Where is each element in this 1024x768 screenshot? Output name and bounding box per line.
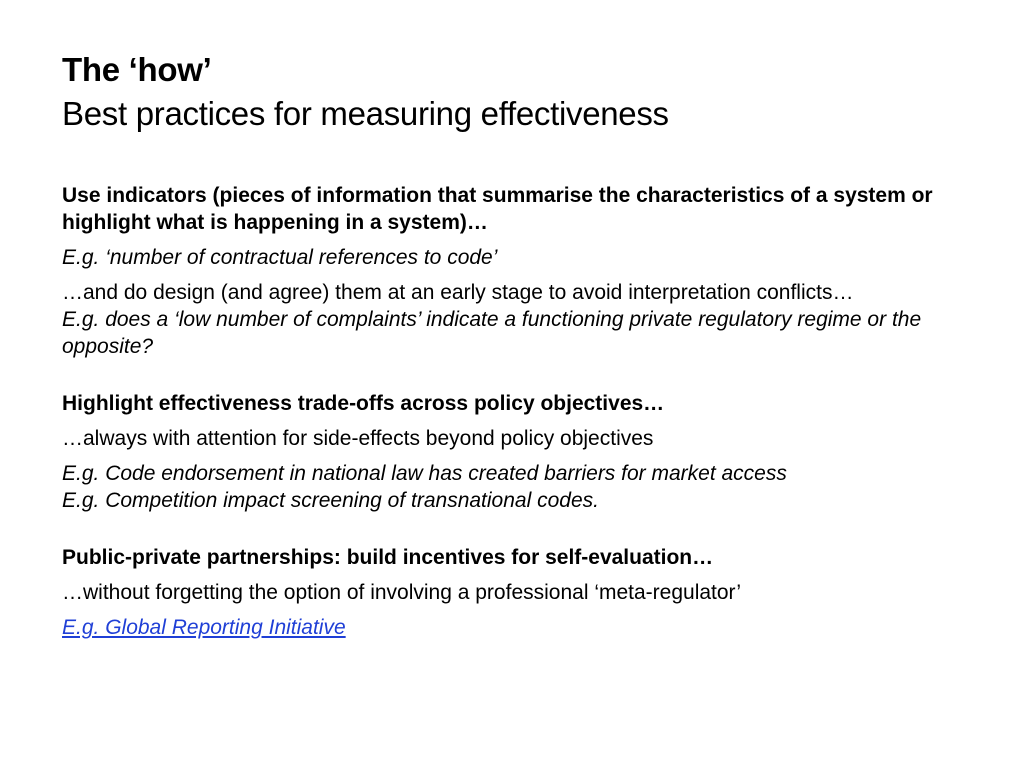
slide-subtitle: Best practices for measuring effectiveness (62, 95, 669, 132)
global-reporting-initiative-link[interactable]: E.g. Global Reporting Initiative (62, 616, 346, 639)
section-2-heading: Highlight effectiveness trade-offs across policy objectives… (62, 392, 665, 415)
section-1-text: …and do design (and agree) them at an early stage to avoid interpretation conflicts… (62, 281, 854, 304)
section-1-heading: Use indicators (pieces of information that summarise the characteristics of a system or highlight what is happening in a system)… (62, 184, 933, 234)
section-1-example-2: E.g. does a ‘low number of complaints’ indicate a functioning private regulatory regime or the opposite? (62, 308, 922, 358)
section-1-example-1: E.g. ‘number of contractual references to code’ (62, 246, 498, 269)
slide-title: The ‘how’ (62, 51, 212, 88)
slide-title-block (62, 48, 982, 136)
section-2-text: …always with attention for side-effects beyond policy objectives (62, 427, 654, 450)
section-3-heading: Public-private partnerships: build incentives for self-evaluation… (62, 546, 714, 569)
section-2-example-2: E.g. Competition impact screening of transnational codes. (62, 489, 599, 512)
section-2-example-1: E.g. Code endorsement in national law has created barriers for market access (62, 462, 787, 485)
section-3-link-row (62, 614, 972, 641)
slide-body (62, 182, 972, 641)
section-3-text: …without forgetting the option of involving a professional ‘meta-regulator’ (62, 581, 741, 604)
